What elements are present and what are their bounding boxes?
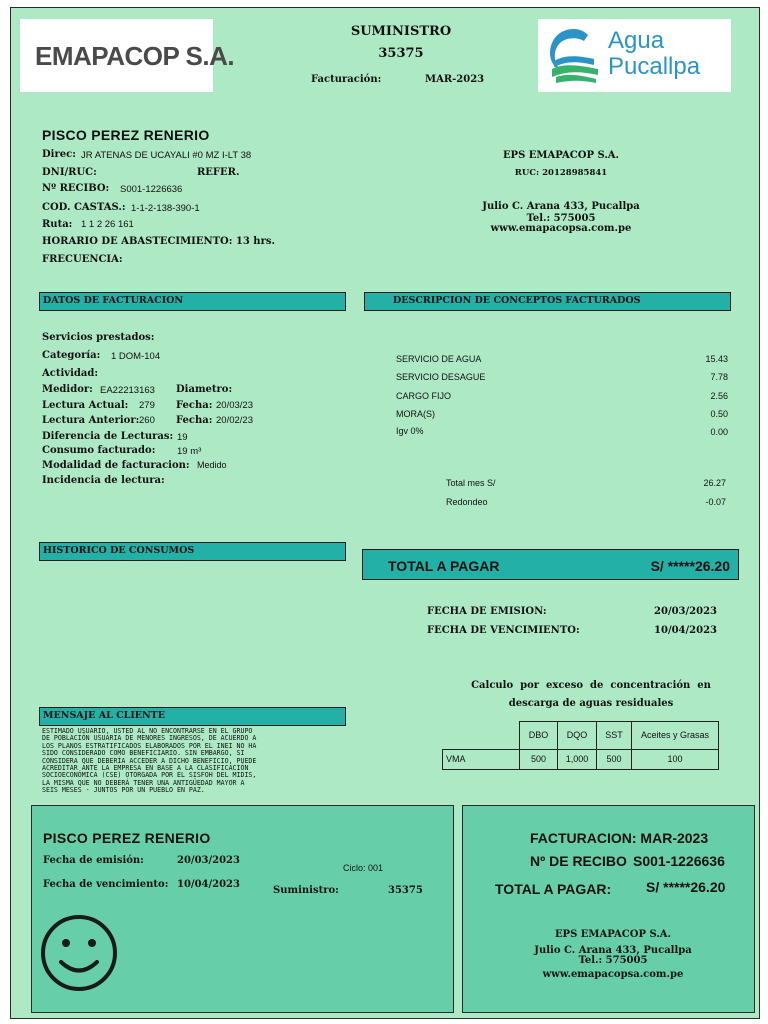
- consumo-label: Consumo facturado:: [42, 445, 156, 456]
- concept-amount: 2.56: [710, 391, 728, 401]
- stub-ciclo: Ciclo: 001: [343, 863, 384, 873]
- customer-message: ESTIMADO USUARIO, USTED AL NO ENCONTRARSE EN EL GRUPO DE POBLACIÓN USUARIA DE MENORES INGRESOS, DE ACUERDO A LOS PLANOS ESTRATIFICADOS ELABORADOS POR EL INEI NO HA SIDO CONSIDERADO COMO BENEFICIARIO. SIN EMBARGO, SI CONSIDERA QUE DEBERÍA ACCEDER A DICHO BENEFICIO, PUEDE ACREDITAR ANTE LA EMPRESA EN BASE A LA CLASIFICACIÓN SOCIOECONÓMICA (CSE) OTORGADA POR EL SISFOH DEL MIDIS, LA MISMA QUE NO DEBERÁ TENER UNA ANTIGÜEDAD MAYOR A SEIS MESES - JUNTOS POR UN PUEBLO EN PAZ.: [42, 727, 257, 795]
- consumo-value: 19 m³: [177, 446, 202, 457]
- ruta-value: 1 1 2 26 161: [81, 219, 134, 230]
- stub-company-tel: Tel.: 575005: [578, 955, 648, 966]
- table-cell: 500: [519, 749, 558, 770]
- medidor-value: EA22213163: [100, 385, 155, 396]
- frecuencia-label: FRECUENCIA:: [42, 254, 123, 265]
- concept-label: CARGO FIJO: [396, 391, 452, 401]
- recibo-value: S001-1226636: [120, 184, 183, 195]
- concept-label: SERVICIO DE AGUA: [396, 354, 482, 364]
- brand-line-2: Pucallpa: [608, 53, 701, 80]
- stub-left: [31, 805, 454, 1013]
- categoria-value: 1 DOM-104: [111, 351, 161, 362]
- fecha-actual-label: Fecha:: [176, 400, 213, 411]
- suministro-number: 35375: [378, 46, 424, 61]
- vma-table: [442, 721, 719, 770]
- table-header-cell: SST: [596, 721, 632, 750]
- conceptos-header: DESCRIPCION DE CONCEPTOS FACTURADOS: [364, 292, 731, 311]
- concept-amount: 0.50: [710, 409, 728, 419]
- fecha-actual-value: 20/03/23: [216, 400, 253, 411]
- fecha-vencimiento-label: FECHA DE VENCIMIENTO:: [427, 625, 580, 636]
- medidor-label: Medidor:: [42, 384, 93, 395]
- categoria-label: Categoría:: [42, 350, 101, 361]
- total-pagar-value: S/ *****26.20: [650, 558, 730, 574]
- stub-total-label: TOTAL A PAGAR:: [495, 881, 612, 897]
- stub-emision-label: Fecha de emisión:: [43, 855, 144, 866]
- company-address: Julio C. Arana 433, Pucallpa: [482, 201, 640, 212]
- table-cell: 500: [596, 749, 632, 770]
- concept-amount: 0.00: [710, 427, 728, 437]
- servicios-label: Servicios prestados:: [42, 332, 155, 343]
- brand-line-1: Agua: [608, 27, 665, 54]
- fecha-vencimiento-value: 10/04/2023: [654, 625, 717, 636]
- stub-company-web: www.emapacopsa.com.pe: [542, 969, 684, 980]
- emapacop-logo: [20, 19, 235, 92]
- modalidad-label: Modalidad de facturacion:: [42, 460, 190, 471]
- total-mes-label: Total mes S/: [446, 478, 496, 488]
- stub-emision-value: 20/03/2023: [177, 855, 240, 866]
- stub-total-value: S/ *****26.20: [646, 879, 726, 895]
- concept-label: SERVICIO DESAGUE: [396, 372, 486, 382]
- stub-company-name: EPS EMAPACOP S.A.: [554, 929, 672, 940]
- lectura-actual-value: 279: [139, 400, 155, 411]
- table-header-cell: DQO: [557, 721, 597, 750]
- castas-label: COD. CASTAS.:: [42, 202, 126, 213]
- recibo-label: Nº RECIBO:: [42, 183, 110, 194]
- horario: HORARIO DE ABASTECIMIENTO: 13 hrs.: [42, 236, 275, 247]
- diferencia-label: Diferencia de Lecturas:: [42, 431, 174, 442]
- castas-value: 1-1-2-138-390-1: [131, 203, 200, 214]
- customer-name: PISCO PEREZ RENERIO: [42, 127, 210, 143]
- ruta-label: Ruta:: [42, 219, 73, 230]
- direc-label: Direc:: [42, 149, 76, 160]
- refer-label: REFER.: [197, 167, 240, 178]
- total-mes-value: 26.27: [703, 478, 726, 488]
- stub-customer-name: PISCO PEREZ RENERIO: [43, 830, 211, 846]
- lectura-anterior-value: 260: [139, 415, 155, 426]
- fecha-anterior-label: Fecha:: [176, 415, 213, 426]
- company-tel: Tel.: 575005: [526, 213, 596, 224]
- concept-label: MORA(S): [396, 409, 435, 419]
- vma-row-label: VMA: [442, 749, 520, 770]
- facturacion-label: Facturación:: [311, 74, 382, 85]
- fecha-emision-value: 20/03/2023: [654, 606, 717, 617]
- redondeo-value: -0.07: [705, 497, 726, 507]
- redondeo-label: Redondeo: [446, 497, 488, 507]
- dni-label: DNI/RUC:: [42, 167, 97, 178]
- diametro-label: Diametro:: [176, 384, 233, 395]
- historico-header: HISTORICO DE CONSUMOS: [39, 542, 346, 561]
- receipt-page: [10, 7, 760, 1019]
- stub-right: [462, 805, 755, 1013]
- stub-company-address: Julio C. Arana 433, Pucallpa: [534, 945, 692, 956]
- company-name: EPS EMAPACOP S.A.: [502, 150, 620, 161]
- actividad-label: Actividad:: [42, 368, 99, 379]
- modalidad-value: Medido: [197, 460, 227, 470]
- diferencia-value: 19: [177, 432, 188, 443]
- stub-recibo-label: Nº DE RECIBO: [530, 853, 627, 869]
- fecha-emision-label: FECHA DE EMISION:: [427, 606, 547, 617]
- stub-vencimiento-label: Fecha de vencimiento:: [43, 879, 169, 890]
- smiley-face-icon: [39, 913, 119, 993]
- stub-vencimiento-value: 10/04/2023: [177, 879, 240, 890]
- table-cell: 100: [631, 749, 719, 770]
- facturacion-period: MAR-2023: [425, 74, 485, 85]
- concept-label: Igv 0%: [396, 426, 424, 436]
- fecha-anterior-value: 20/02/23: [216, 415, 253, 426]
- stub-facturacion: FACTURACION: MAR-2023: [530, 830, 709, 846]
- concept-amount: 7.78: [710, 372, 728, 382]
- company-ruc: RUC: 20128985841: [514, 168, 608, 178]
- table-cell: 1,000: [557, 749, 597, 770]
- lectura-anterior-label: Lectura Anterior:: [42, 415, 140, 426]
- concentration-title-2: descarga de aguas residuales: [508, 698, 674, 709]
- water-wave-icon: [546, 25, 602, 85]
- suministro-label: SUMINISTRO: [350, 24, 452, 39]
- incidencia-label: Incidencia de lectura:: [42, 475, 165, 486]
- mensaje-header: MENSAJE AL CLIENTE: [39, 707, 346, 726]
- direc-value: JR ATENAS DE UCAYALI #0 MZ I-LT 38: [81, 150, 252, 161]
- concentration-title-1: Calculo por exceso de concentración en: [471, 680, 711, 691]
- table-header-cell: Aceites y Grasas: [631, 721, 719, 750]
- stub-suministro-label: Suministro:: [273, 885, 339, 896]
- table-header-cell: DBO: [519, 721, 558, 750]
- stub-recibo-value: S001-1226636: [633, 853, 725, 869]
- total-pagar-label: TOTAL A PAGAR: [388, 558, 500, 574]
- agua-pucallpa-logo: [538, 19, 731, 92]
- concept-amount: 15.43: [705, 354, 728, 364]
- stub-suministro-value: 35375: [388, 885, 423, 896]
- total-pagar-banner: [362, 549, 739, 580]
- datos-facturacion-header: DATOS DE FACTURACION: [39, 292, 346, 311]
- company-web: www.emapacopsa.com.pe: [490, 223, 632, 234]
- lectura-actual-label: Lectura Actual:: [42, 400, 129, 411]
- emapacop-logo-text: EMAPACOP S.A.: [35, 41, 235, 71]
